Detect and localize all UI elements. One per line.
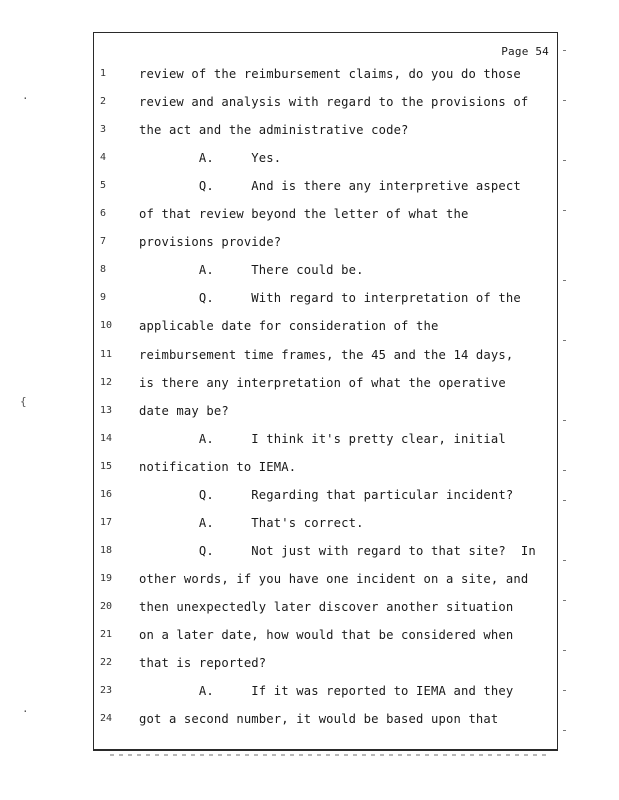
margin-dot: ·: [22, 705, 29, 718]
transcript-line: A. There could be.: [139, 263, 364, 278]
transcript-line: A. I think it's pretty clear, initial: [139, 431, 506, 446]
margin-tick: [563, 420, 566, 421]
transcript-line: then unexpectedly later discover another situation: [139, 599, 514, 614]
transcript-line: Q. Not just with regard to that site? In: [139, 543, 536, 558]
line-number: 8: [100, 264, 107, 276]
transcript-line: got a second number, it would be based upon that: [139, 712, 499, 727]
line-number: 1: [100, 68, 107, 79]
margin-tick: [563, 600, 566, 601]
line-number: 7: [100, 236, 107, 248]
page-number: Page 54: [501, 45, 549, 58]
line-number: 21: [100, 629, 113, 640]
line-number: 5: [100, 180, 107, 192]
margin-tick: [563, 730, 566, 731]
line-number: 15: [100, 460, 113, 472]
margin-tick: [563, 50, 566, 51]
line-number: 4: [100, 152, 107, 164]
transcript-line: Q. Regarding that particular incident?: [139, 487, 514, 502]
line-number: 16: [100, 488, 113, 500]
line-number: 20: [100, 600, 113, 612]
transcript-line: of that review beyond the letter of what the: [139, 207, 469, 222]
line-number: 19: [100, 572, 113, 584]
margin-tick: [563, 500, 566, 501]
margin-tick: [563, 690, 566, 691]
transcript-line: A. That's correct.: [139, 515, 364, 530]
line-number: 12: [100, 376, 113, 388]
margin-tick: [563, 560, 566, 561]
line-number: 18: [100, 544, 113, 556]
margin-tick: [563, 280, 566, 281]
transcript-line: the act and the administrative code?: [139, 123, 409, 138]
transcript-line: reimbursement time frames, the 45 and the 14 days,: [139, 347, 514, 362]
margin-tick: [563, 160, 566, 161]
transcript-line: A. If it was reported to IEMA and they: [139, 684, 514, 699]
line-number: 14: [100, 432, 113, 444]
line-number: 24: [100, 713, 113, 725]
line-number: 9: [100, 292, 107, 304]
transcript-page: [93, 32, 558, 751]
transcript-line: notification to IEMA.: [139, 459, 297, 474]
margin-bracket: {: [20, 395, 27, 408]
margin-tick: [563, 100, 566, 101]
transcript-line: is there any interpretation of what the operative: [139, 375, 506, 390]
line-number: 3: [100, 124, 107, 136]
margin-tick: [563, 650, 566, 651]
line-number: 23: [100, 685, 113, 697]
scan-artifact: [110, 754, 550, 756]
transcript-line: that is reported?: [139, 656, 267, 671]
transcript-line: applicable date for consideration of the: [139, 319, 439, 334]
transcript-line: review and analysis with regard to the provisions of: [139, 95, 529, 110]
transcript-line: review of the reimbursement claims, do you do those: [139, 67, 521, 81]
line-number: 17: [100, 516, 113, 528]
transcript-line: on a later date, how would that be considered when: [139, 628, 514, 642]
line-number: 13: [100, 404, 113, 416]
line-number: 22: [100, 657, 113, 669]
transcript-line: Q. With regard to interpretation of the: [139, 291, 521, 306]
transcript-line: Q. And is there any interpretive aspect: [139, 179, 521, 194]
line-number: 10: [100, 320, 113, 332]
margin-marks: [563, 40, 569, 750]
line-number: 11: [100, 348, 113, 360]
transcript-line: other words, if you have one incident on a site, and: [139, 571, 529, 586]
transcript-line: A. Yes.: [139, 151, 282, 166]
margin-dot: ·: [22, 92, 29, 105]
line-number: 2: [100, 96, 107, 108]
transcript-line: provisions provide?: [139, 235, 282, 250]
margin-tick: [563, 470, 566, 471]
transcript-line: date may be?: [139, 403, 229, 418]
margin-tick: [563, 210, 566, 211]
line-number: 6: [100, 208, 107, 220]
margin-tick: [563, 340, 566, 341]
